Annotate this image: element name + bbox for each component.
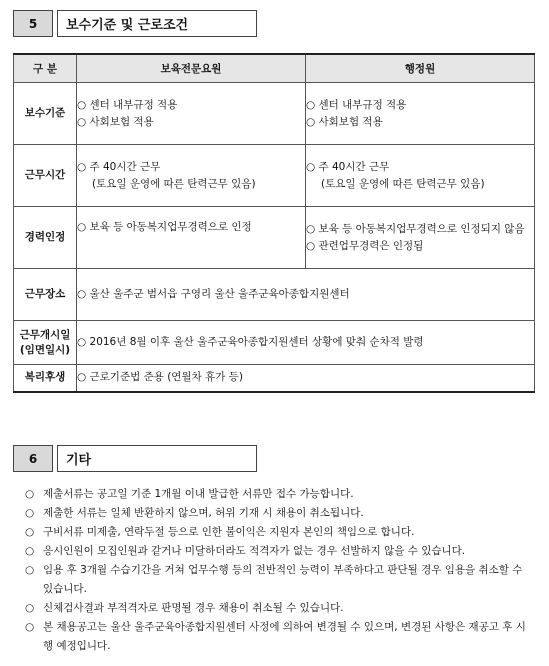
list-item: ○ 구비서류 미제출, 연락두절 등으로 인한 불이익은 지원자 본인의 책임으로 합니다. (25, 526, 415, 538)
row-label-place: 근무장소 (14, 269, 77, 321)
section-title: 보수기준 및 근로조건 (57, 10, 257, 37)
table-row-start (14, 321, 535, 365)
list-item: ○ 본 채용공고는 울산 울주군육아종합지원센터 사정에 의하여 변경될 수 있으며, 변경된 사항은 재공고 후 시행 예정입니다. (25, 621, 526, 652)
list-item: ○ 임용 후 3개월 수습기간을 거쳐 업무수행 등의 전반적인 능력이 부족하다고 판단될 경우 임용을 취소할 수 있습니다. (25, 564, 523, 595)
header-childcare-staff: 보육전문요원 (77, 54, 306, 83)
hours-admin-cell: ○ 주 40시간 근무 (토요일 운영에 따른 탄력근무 있음) (306, 145, 535, 207)
list-item: ○ 제출서류는 공고일 기준 1개월 이내 발급한 서류만 접수 가능합니다. (25, 488, 354, 500)
pay-childcare-cell: ○ 센터 내부규정 적용 ○ 사회보험 적용 (77, 83, 306, 145)
section-title: 기타 (57, 445, 257, 472)
career-childcare-cell: ○ 보육 등 아동복지업무경력으로 인정 (77, 207, 306, 269)
header-category: 구 분 (14, 54, 77, 83)
list-item: ○ 신체검사결과 부적격자로 판명될 경우 채용이 취소될 수 있습니다. (25, 602, 344, 614)
list-item: ○ 제출한 서류는 일체 반환하지 않으며, 허위 기재 시 채용이 취소됩니다. (25, 507, 364, 519)
section-number: 5 (13, 10, 53, 37)
row-label-hours: 근무시간 (14, 145, 77, 207)
section-6-header (13, 445, 257, 472)
section-5-header (13, 10, 257, 37)
row-label-pay: 보수기준 (14, 83, 77, 145)
table-row-hours (14, 145, 535, 207)
row-label-career: 경력인정 (14, 207, 77, 269)
start-cell: ○ 2016년 8월 이후 울산 울주군육아종합지원센터 상황에 맞춰 순차적 발령 (77, 321, 535, 365)
conditions-table (13, 53, 535, 393)
table-row-pay (14, 83, 535, 145)
notes-list (25, 485, 535, 656)
place-cell: ○ 울산 울주군 범서읍 구영리 울산 울주군육아종합지원센터 (77, 269, 535, 321)
welfare-cell: ○ 근로기준법 준용 (연월차 휴가 등) (77, 365, 535, 392)
career-admin-cell: ○ 보육 등 아동복지업무경력으로 인정되지 않음 ○ 관련업무경력은 인정됨 (306, 207, 535, 269)
table-row-welfare (14, 365, 535, 392)
header-admin-staff: 행정원 (306, 54, 535, 83)
table-row-place (14, 269, 535, 321)
table-header-row (14, 54, 535, 83)
row-label-start: 근무개시일 (임면일시) (14, 321, 77, 365)
list-item: ○ 응시인원이 모집인원과 같거나 미달하더라도 적격자가 없는 경우 선발하지 않을 수 있습니다. (25, 545, 466, 557)
hours-childcare-cell: ○ 주 40시간 근무 (토요일 운영에 따른 탄력근무 있음) (77, 145, 306, 207)
section-number: 6 (13, 445, 53, 472)
pay-admin-cell: ○ 센터 내부규정 적용 ○ 사회보험 적용 (306, 83, 535, 145)
table-row-career (14, 207, 535, 269)
row-label-welfare: 복리후생 (14, 365, 77, 392)
